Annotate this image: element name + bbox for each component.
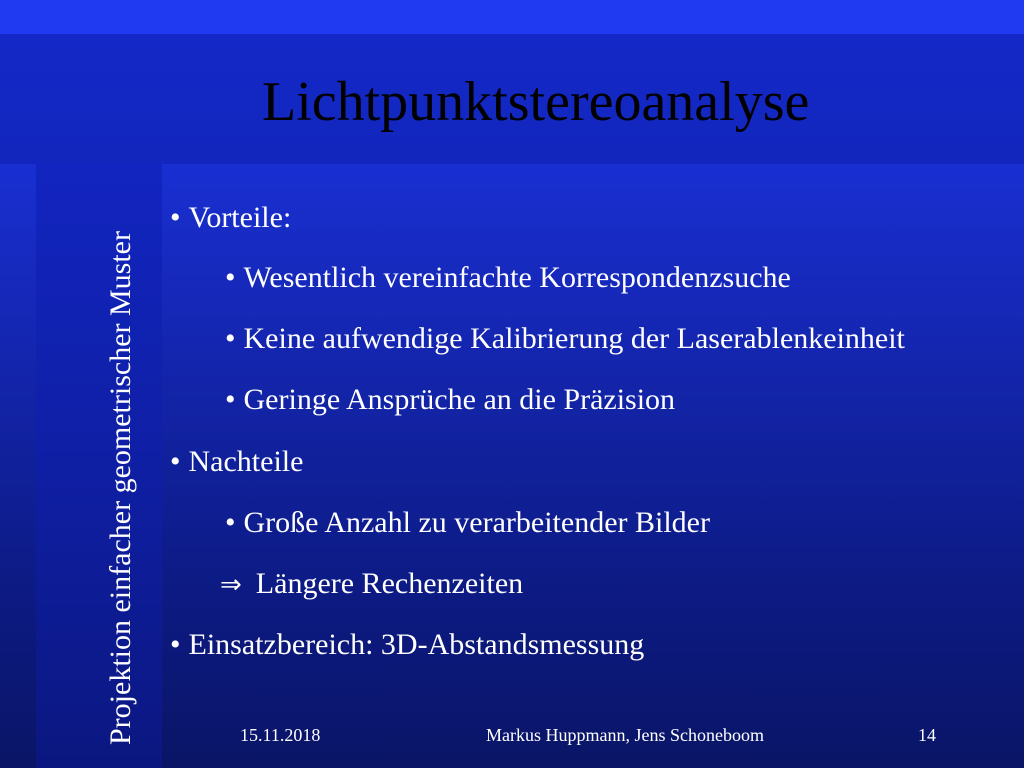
bullet-text: Wesentlich vereinfachte Korrespondenzsuche <box>243 261 791 294</box>
bullet-text: Nachteile <box>188 445 304 478</box>
bullet-dot-icon: • <box>170 445 181 478</box>
title-bar-top <box>0 0 1024 34</box>
bullet-item <box>225 261 791 295</box>
bullet-text: Längere Rechenzeiten <box>255 567 524 600</box>
bullet-text: Große Anzahl zu verarbeitender Bilder <box>243 506 710 539</box>
bullet-item <box>225 506 710 540</box>
bullet-text: Einsatzbereich: 3D-Abstandsmessung <box>188 628 645 661</box>
slide-title: Lichtpunktstereoanalyse <box>262 71 810 133</box>
side-label: Projektion einfacher geometrischer Muster <box>104 231 137 745</box>
bullet-text: Keine aufwendige Kalibrierung der Laserablenkeinheit <box>243 322 905 355</box>
footer-authors: Markus Huppmann, Jens Schoneboom <box>486 725 764 745</box>
bullet-item <box>170 628 644 662</box>
bullet-dot-icon: • <box>225 383 236 416</box>
bullet-item <box>225 383 675 417</box>
bullet-dot-icon: • <box>225 506 236 539</box>
bullet-dot-icon: • <box>170 201 181 234</box>
bullet-dot-icon: • <box>225 261 236 294</box>
footer-page-number: 14 <box>918 725 936 745</box>
bullet-dot-icon: • <box>170 628 181 661</box>
bullet-item <box>225 322 905 356</box>
implies-arrow-icon: ⇒ <box>220 570 242 600</box>
bullet-item <box>170 201 291 235</box>
footer-date: 15.11.2018 <box>240 725 321 745</box>
bullet-text: Geringe Ansprüche an die Präzision <box>243 383 676 416</box>
bullet-dot-icon: • <box>225 322 236 355</box>
bullet-item <box>220 567 523 602</box>
bullet-text: Vorteile: <box>188 201 292 234</box>
left-panel <box>36 164 162 768</box>
bullet-item <box>170 445 303 479</box>
